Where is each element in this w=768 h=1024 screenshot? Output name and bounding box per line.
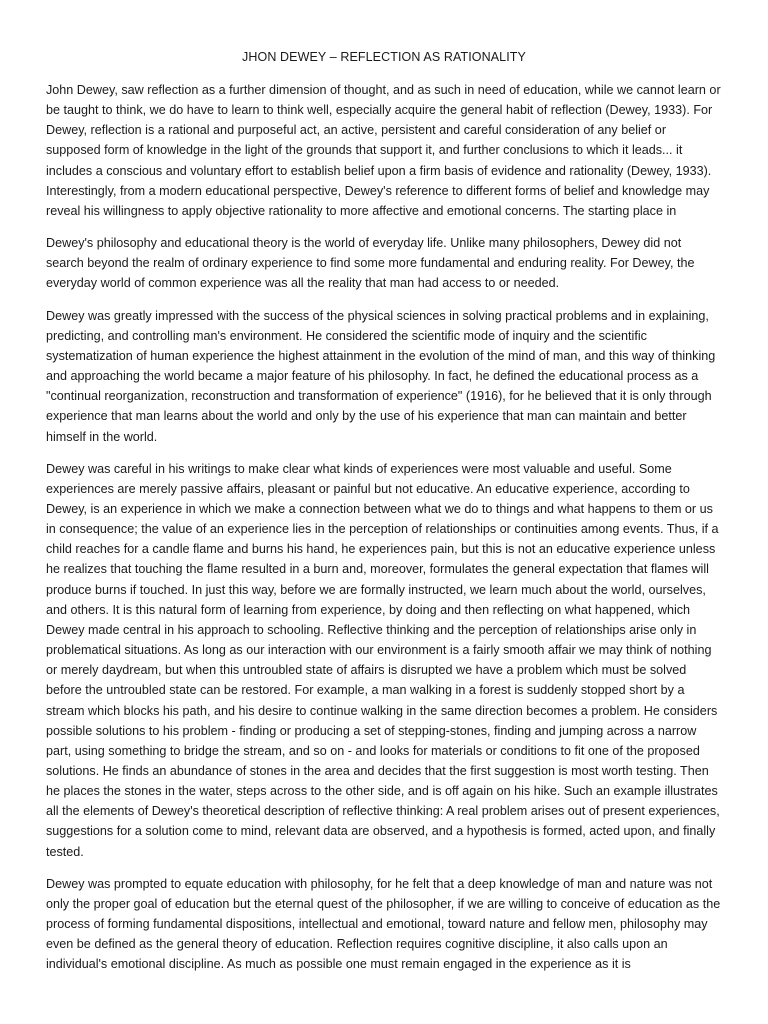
paragraph-5: Dewey was prompted to equate education with philosophy, for he felt that a deep knowledge of man and nature was not only the proper goal of education but the eternal quest of the philosopher, if we are willing to conceive of education as the process of forming fundamental dispositions, intellectual and emotional, toward nature and fellow men, philosophy may even be defined as the general theory of education. Reflection requires cognitive discipline, it also calls upon an individual's emotional discipline. As much as possible one must remain engaged in the experience as it is bbox=[46, 876, 721, 972]
paragraph-3: Dewey was greatly impressed with the success of the physical sciences in solving practical problems and in explaining, predicting, and controlling man's environment. He considered the scientific mode of inquiry and the scientific systematization of human experience the highest attainment in the evolution of the mind of man, and this way of thinking and approaching the world became a major feature of his philosophy. In fact, he defined the educational process as a "continual reorganization, reconstruction and transformation of experience" (1916), for he believed that it is only through experience that man learns about the world and only by the use of his experience that man can maintain and better himself in the world. bbox=[46, 308, 716, 444]
paragraph-4: Dewey was careful in his writings to make clear what kinds of experiences were most valuable and useful. Some experiences are merely passive affairs, pleasant or painful but not educative. An educative experience, according to Dewey, is an experience in which we make a connection between what we do to things and what happens to them or us in consequence; the value of an experience lies in the perception of relationships or continuities among events. Thus, if a child reaches for a candle flame and burns his hand, he experiences pain, but this is not an educative experience unless he realizes that touching the flame resulted in a burn and, moreover, formulates the general expectation that flames will produce burns if touched. In just this way, before we are formally instructed, we learn much about the world, ourselves, and others. It is this natural form of learning from experience, by doing and then reflecting on what happened, which Dewey made central in his approach to schooling. Reflective thinking and the perception of relationships arise only in problematical situations. As long as our interaction with our environment is a fairly smooth affair we may think of nothing or merely daydream, but when this untroubled state of affairs is disrupted we have a problem which must be solved before the untroubled state can be restored. For example, a man walking in a forest is suddenly stopped short by a stream which blocks his path, and his desire to continue walking in the same direction becomes a problem. He considers possible solutions to his problem - finding or producing a set of stepping-stones, finding and jumping across a narrow part, using something to bridge the stream, and so on - and looks for materials or conditions to fit one of the proposed solutions. He finds an abundance of stones in the area and decides that the first suggestion is most worth testing. Then he places the stones in the water, steps across to the other side, and is off again on his hike. Such an example illustrates all the elements of Dewey's theoretical description of reflective thinking: A real problem arises out of present experiences, suggestions for a solution come to mind, relevant data are observed, and a hypothesis is formed, acted upon, and finally tested. bbox=[46, 461, 720, 859]
paragraph-2: Dewey's philosophy and educational theory is the world of everyday life. Unlike many philosophers, Dewey did not search beyond the realm of ordinary experience to find some more fundamental and enduring reality. For Dewey, the everyday world of common experience was all the reality that man had access to or needed. bbox=[46, 236, 695, 291]
document-title: JHON DEWEY – REFLECTION AS RATIONALITY bbox=[242, 50, 526, 64]
paragraph-1: John Dewey, saw reflection as a further dimension of thought, and as such in need of education, while we cannot learn or be taught to think, we do have to learn to think well, especially acquire the general habit of reflection (Dewey, 1933). For Dewey, reflection is a rational and purposeful act, an active, persistent and careful consideration of any belief or supposed form of knowledge in the light of the grounds that support it, and further conclusions to which it leads... it includes a conscious and voluntary effort to establish belief upon a firm basis of evidence and rationality (Dewey, 1933). Interestingly, from a modern educational perspective, Dewey's reference to different forms of belief and knowledge may reveal his willingness to apply objective rationality to more affective and emotional concerns. The starting place in bbox=[46, 83, 721, 218]
